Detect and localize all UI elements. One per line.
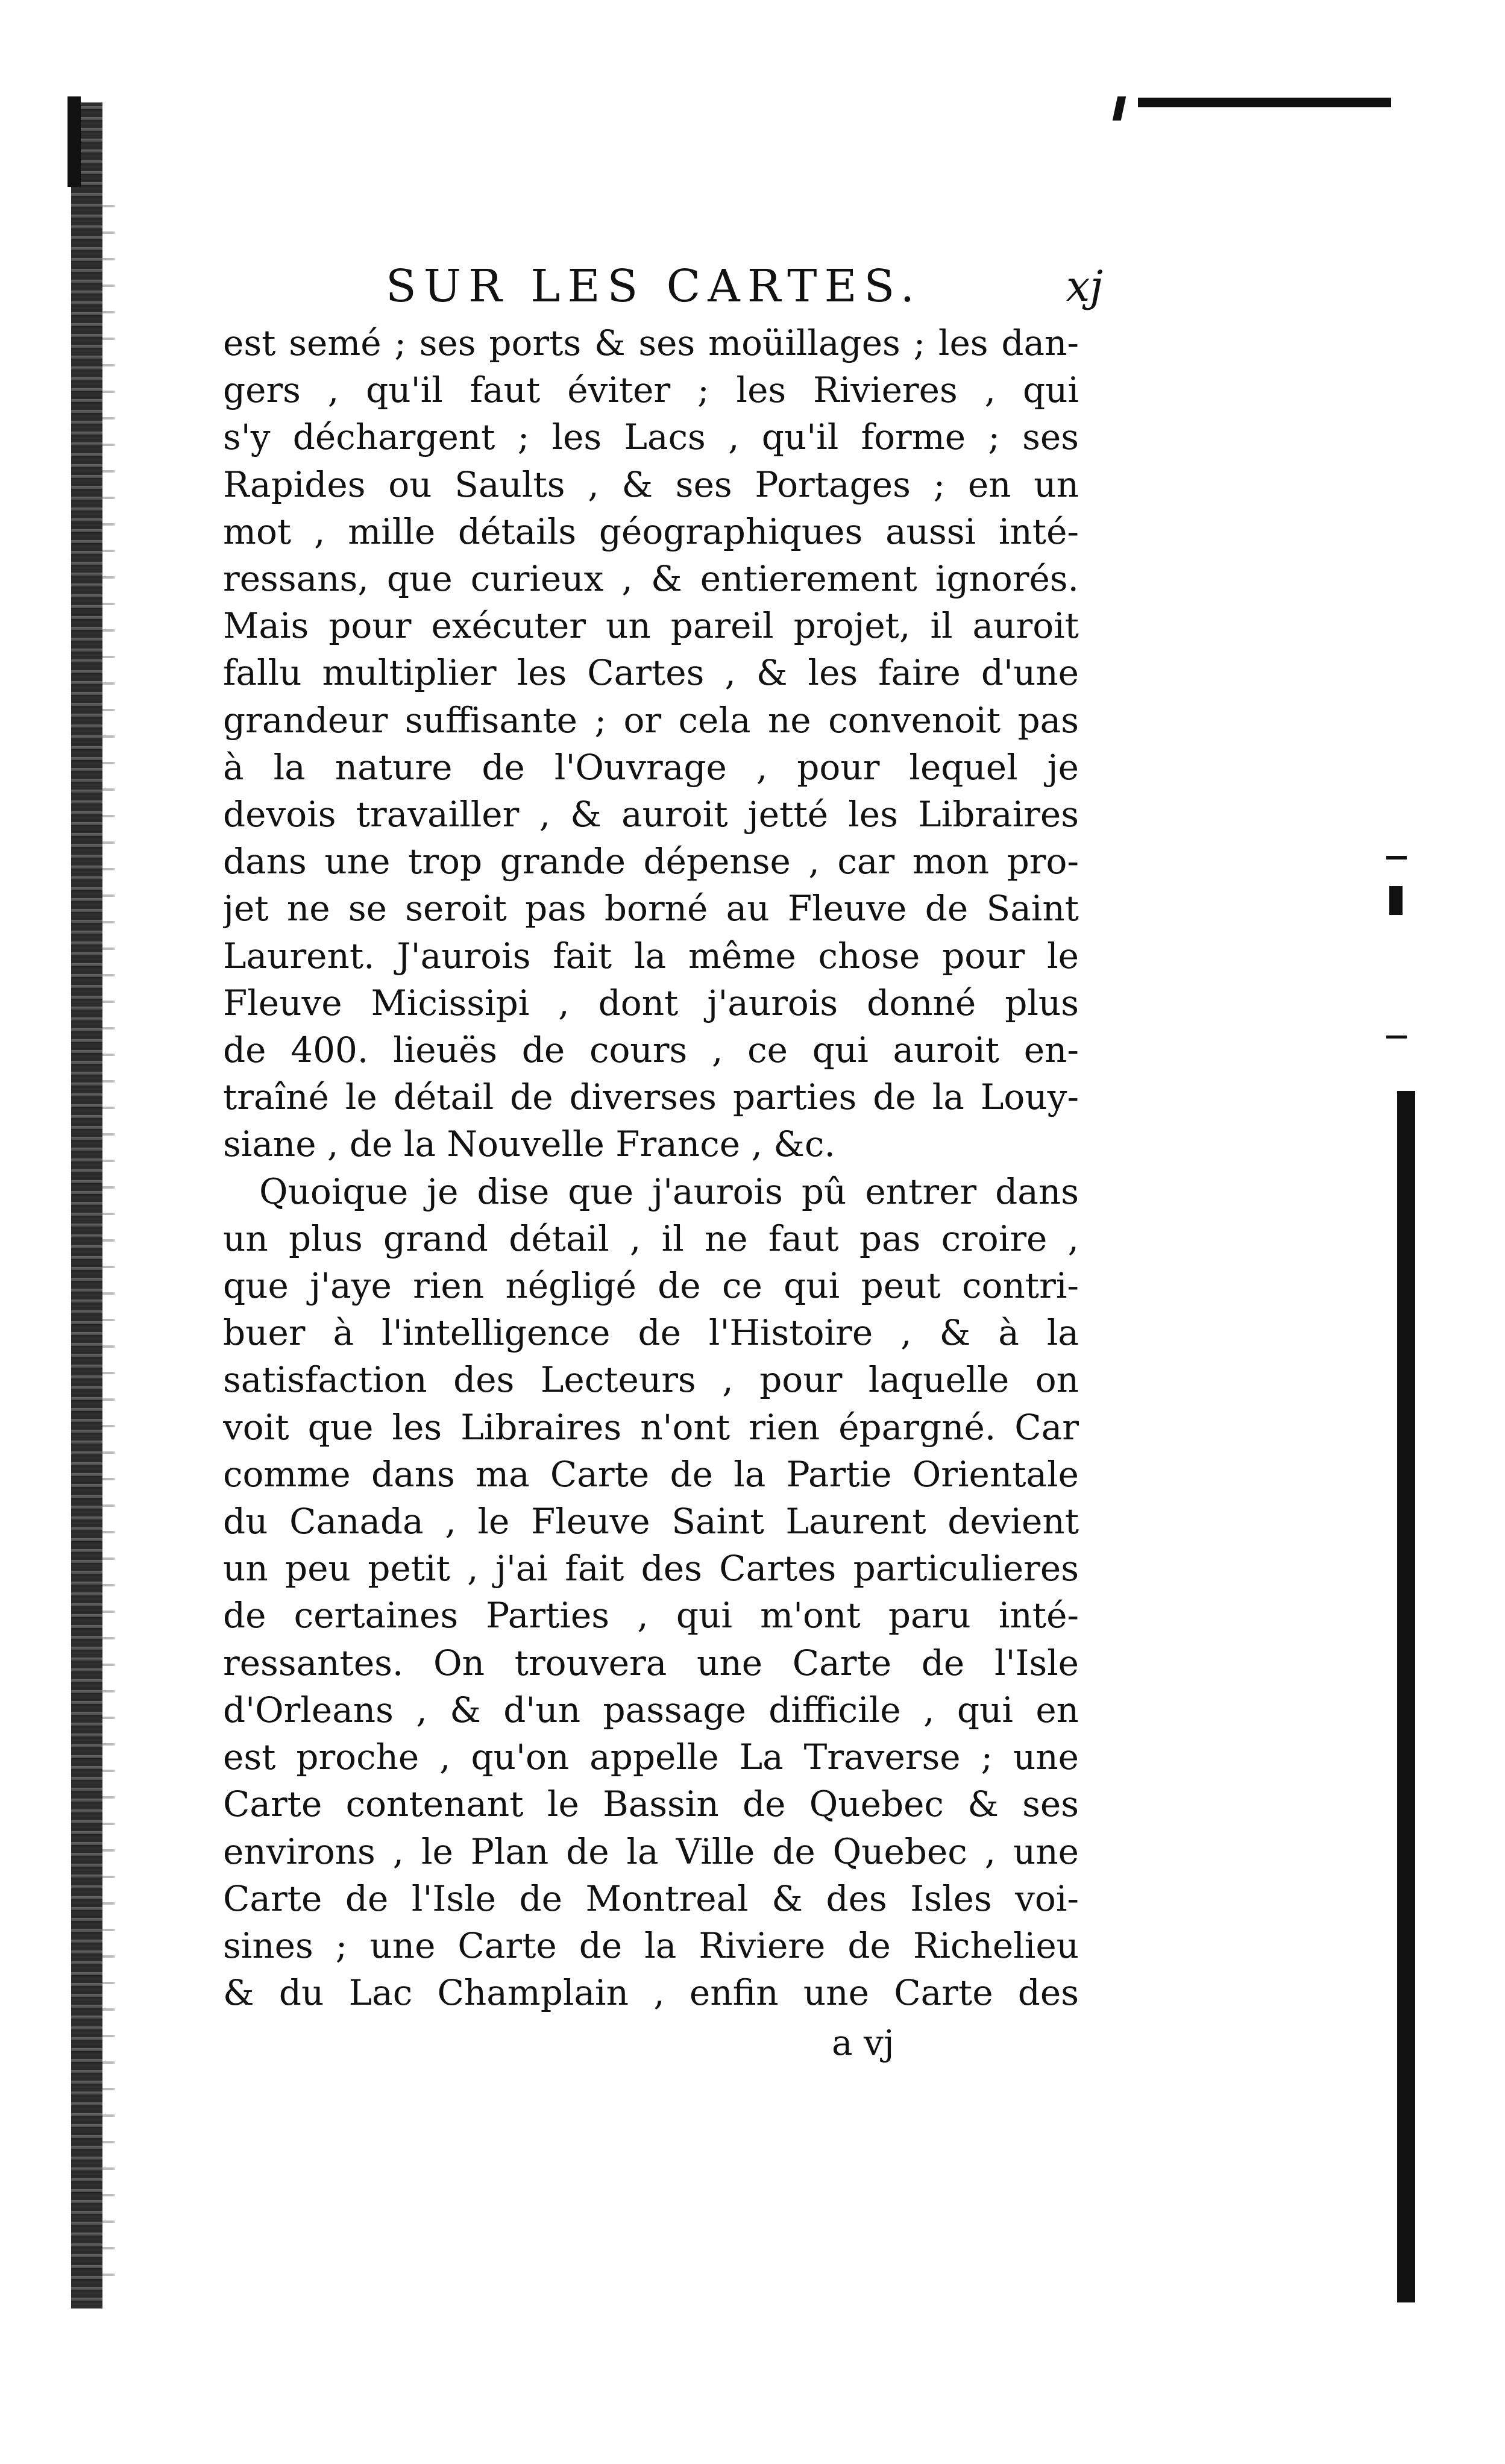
page-number: xj (1066, 262, 1103, 311)
text-line: fallu multiplier les Cartes , & les faire d'une (223, 652, 1079, 694)
text-line: grandeur suffisante ; or cela ne convenoit pas (223, 699, 1079, 741)
text-line: jet ne se seroit pas borné au Fleuve de Saint (223, 888, 1079, 929)
right-edge-dash (1386, 1036, 1407, 1039)
text-line: siane , de la Nouvelle France , &c. (223, 1124, 835, 1165)
text-line: de certaines Parties , qui m'ont paru inté- (223, 1595, 1079, 1636)
signature-mark: a vj (832, 2022, 894, 2063)
text-line: ressans, que curieux , & entierement ignorés. (223, 558, 1079, 600)
text-line: sines ; une Carte de la Riviere de Richelieu (223, 1925, 1079, 1966)
text-line: environs , le Plan de la Ville de Quebec , une (223, 1831, 1079, 1872)
right-edge-bar (1397, 1091, 1415, 2302)
text-line: comme dans ma Carte de la Partie Orientale (223, 1453, 1079, 1495)
text-line: que j'aye rien négligé de ce qui peut contri- (223, 1265, 1079, 1307)
text-line: est proche , qu'on appelle La Traverse ; une (223, 1736, 1079, 1778)
text-line: un plus grand détail , il ne faut pas croire , (223, 1218, 1079, 1259)
page-text-block (223, 253, 1103, 2016)
text-line: Fleuve Micissipi , dont j'aurois donné plus (223, 982, 1079, 1023)
text-line: s'y déchargent ; les Lacs , qu'il forme ; ses (223, 416, 1079, 458)
binding-edge-left (71, 102, 102, 2308)
binding-edge-specks (102, 181, 115, 2290)
top-right-rule (1138, 98, 1391, 107)
text-line: de 400. lieuës de cours , ce qui auroit en- (223, 1029, 1079, 1071)
text-line: Laurent. J'aurois fait la même chose pour le (223, 935, 1079, 976)
text-line: un peu petit , j'ai fait des Cartes particulieres (223, 1548, 1079, 1589)
top-right-mark (1113, 96, 1126, 121)
text-line: satisfaction des Lecteurs , pour laquelle on (223, 1359, 1079, 1401)
paragraph (223, 1168, 1079, 2017)
text-line: Carte contenant le Bassin de Quebec & ses (223, 1784, 1079, 1825)
text-line: dans une trop grande dépense , car mon pro- (223, 841, 1079, 882)
text-line: du Canada , le Fleuve Saint Laurent devient (223, 1501, 1079, 1542)
running-head (223, 253, 1103, 319)
text-line: Mais pour exécuter un pareil projet, il auroit (223, 605, 1079, 647)
right-edge-block (1389, 886, 1403, 915)
text-line: voit que les Libraires n'ont rien épargné. Car (223, 1406, 1079, 1448)
right-edge-dash (1386, 856, 1407, 860)
text-line: est semé ; ses ports & ses moüillages ; les dan- (223, 322, 1079, 363)
text-line: devois travailler , & auroit jetté les Libraires (223, 794, 1079, 835)
text-line: Carte de l'Isle de Montreal & des Isles voi- (223, 1878, 1079, 1919)
text-line: Rapides ou Saults , & ses Portages ; en un (223, 464, 1079, 505)
running-head-title: SUR LES CARTES. (386, 260, 922, 312)
text-line: buer à l'intelligence de l'Histoire , & à la (223, 1312, 1079, 1354)
text-line: gers , qu'il faut éviter ; les Rivieres , qui (223, 369, 1079, 411)
text-line: traîné le détail de diverses parties de la Louy- (223, 1076, 1079, 1118)
text-line: ressantes. On trouvera une Carte de l'Isle (223, 1642, 1079, 1683)
binding-edge-mark (68, 96, 81, 187)
text-line: à la nature de l'Ouvrage , pour lequel je (223, 746, 1079, 788)
text-line: Quoique je dise que j'aurois pû entrer dans (259, 1171, 1079, 1212)
text-line: mot , mille détails géographiques aussi inté- (223, 511, 1079, 552)
paragraph (223, 319, 1079, 1168)
text-line: & du Lac Champlain , enfin une Carte des (223, 1972, 1079, 2014)
text-line: d'Orleans , & d'un passage difficile , qui en (223, 1689, 1079, 1730)
